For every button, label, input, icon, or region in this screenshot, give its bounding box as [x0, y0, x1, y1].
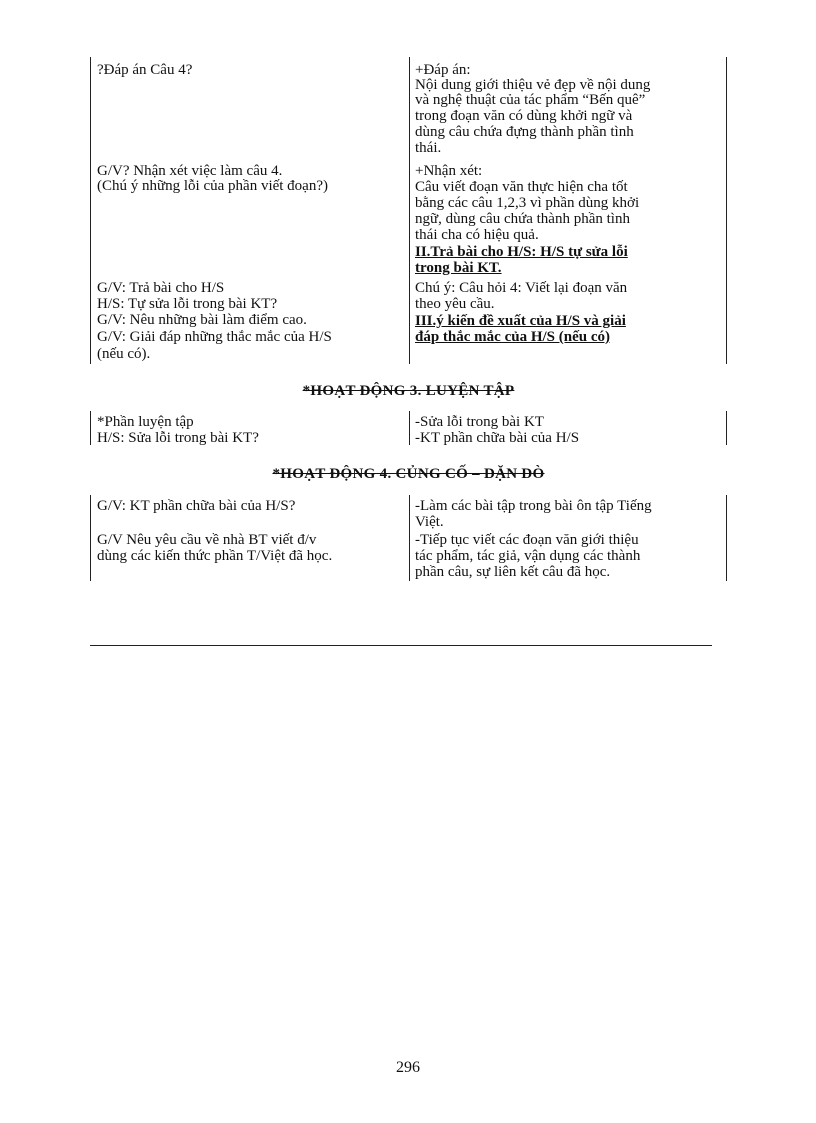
- footer-separator: [90, 645, 712, 646]
- left-line: H/S: Tự sửa lỗi trong bài KT?: [97, 296, 278, 312]
- page-number: 296: [396, 1059, 420, 1076]
- right-line: Nội dung giới thiệu vẻ đẹp về nội dung: [415, 77, 651, 93]
- right-line: trong đoạn văn có dùng khởi ngữ và: [415, 108, 633, 124]
- left-line: G/V? Nhận xét việc làm câu 4.: [97, 163, 283, 179]
- table-border-right: [726, 411, 727, 445]
- right-line: +Đáp án:: [415, 62, 471, 78]
- left-line: H/S: Sửa lỗi trong bài KT?: [97, 430, 259, 446]
- left-line: G/V Nêu yêu cầu về nhà BT viết đ/v: [97, 532, 317, 548]
- right-line: theo yêu cầu.: [415, 296, 495, 312]
- right-line: Việt.: [415, 514, 444, 530]
- section-heading-2-cont: trong bài KT.: [415, 260, 502, 276]
- left-line: G/V: Trả bài cho H/S: [97, 280, 225, 296]
- right-line: thái cha có hiệu quả.: [415, 227, 539, 243]
- section-heading-3-cont: đáp thắc mắc của H/S (nếu có): [415, 329, 610, 345]
- right-line: -KT phần chữa bài của H/S: [415, 430, 580, 446]
- right-line: Câu viết đoạn văn thực hiện cha tốt: [415, 179, 628, 195]
- left-line: (Chú ý những lỗi của phần viết đoạn?): [97, 178, 328, 194]
- right-line: tác phẩm, tác giả, vận dụng các thành: [415, 548, 641, 564]
- left-line: G/V: KT phần chữa bài của H/S?: [97, 498, 296, 514]
- table-border-left: [90, 57, 91, 364]
- left-line: G/V: Giải đáp những thắc mắc của H/S: [97, 329, 332, 345]
- practice-table: [90, 411, 727, 445]
- section-heading-3: III.ý kiến đề xuất của H/S và giải: [415, 313, 626, 329]
- left-line: (nếu có).: [97, 346, 151, 362]
- right-line: thái.: [415, 140, 442, 156]
- right-line: phần câu, sự liên kết câu đã học.: [415, 564, 611, 580]
- right-line: và nghệ thuật của tác phẩm “Bến quê”: [415, 92, 646, 108]
- table-border-right: [726, 495, 727, 581]
- left-line: ?Đáp án Câu 4?: [97, 62, 193, 78]
- left-line: dùng các kiến thức phần T/Việt đã học.: [97, 548, 333, 564]
- activity-4-heading: *HOẠT ĐỘNG 4. CỦNG CỐ – DẶN DÒ: [272, 466, 545, 482]
- table-border-middle: [409, 57, 410, 364]
- right-line: -Làm các bài tập trong bài ôn tập Tiếng: [415, 498, 652, 514]
- section-heading-2: II.Trả bài cho H/S: H/S tự sửa lỗi: [415, 244, 628, 260]
- table-border-middle: [409, 411, 410, 445]
- activity-3-heading: *HOẠT ĐỘNG 3. LUYỆN TẬP: [302, 383, 515, 399]
- right-line: +Nhận xét:: [415, 163, 483, 179]
- table-border-middle: [409, 495, 410, 581]
- right-line: Chú ý: Câu hỏi 4: Viết lại đoạn văn: [415, 280, 628, 296]
- left-line: G/V: Nêu những bài làm điểm cao.: [97, 312, 307, 328]
- right-line: bằng các câu 1,2,3 vì phần dùng khởi: [415, 195, 640, 211]
- review-table: [90, 57, 727, 364]
- right-line: ngữ, dùng câu chứa thành phần tình: [415, 211, 630, 227]
- table-border-left: [90, 495, 91, 581]
- right-line: -Tiếp tục viết các đoạn văn giới thiệu: [415, 532, 639, 548]
- table-border-left: [90, 411, 91, 445]
- consolidation-table: [90, 495, 727, 581]
- left-line: *Phần luyện tập: [97, 414, 194, 430]
- right-line: -Sửa lỗi trong bài KT: [415, 414, 544, 430]
- right-line: dùng câu chứa đựng thành phần tình: [415, 124, 634, 140]
- table-border-right: [726, 57, 727, 364]
